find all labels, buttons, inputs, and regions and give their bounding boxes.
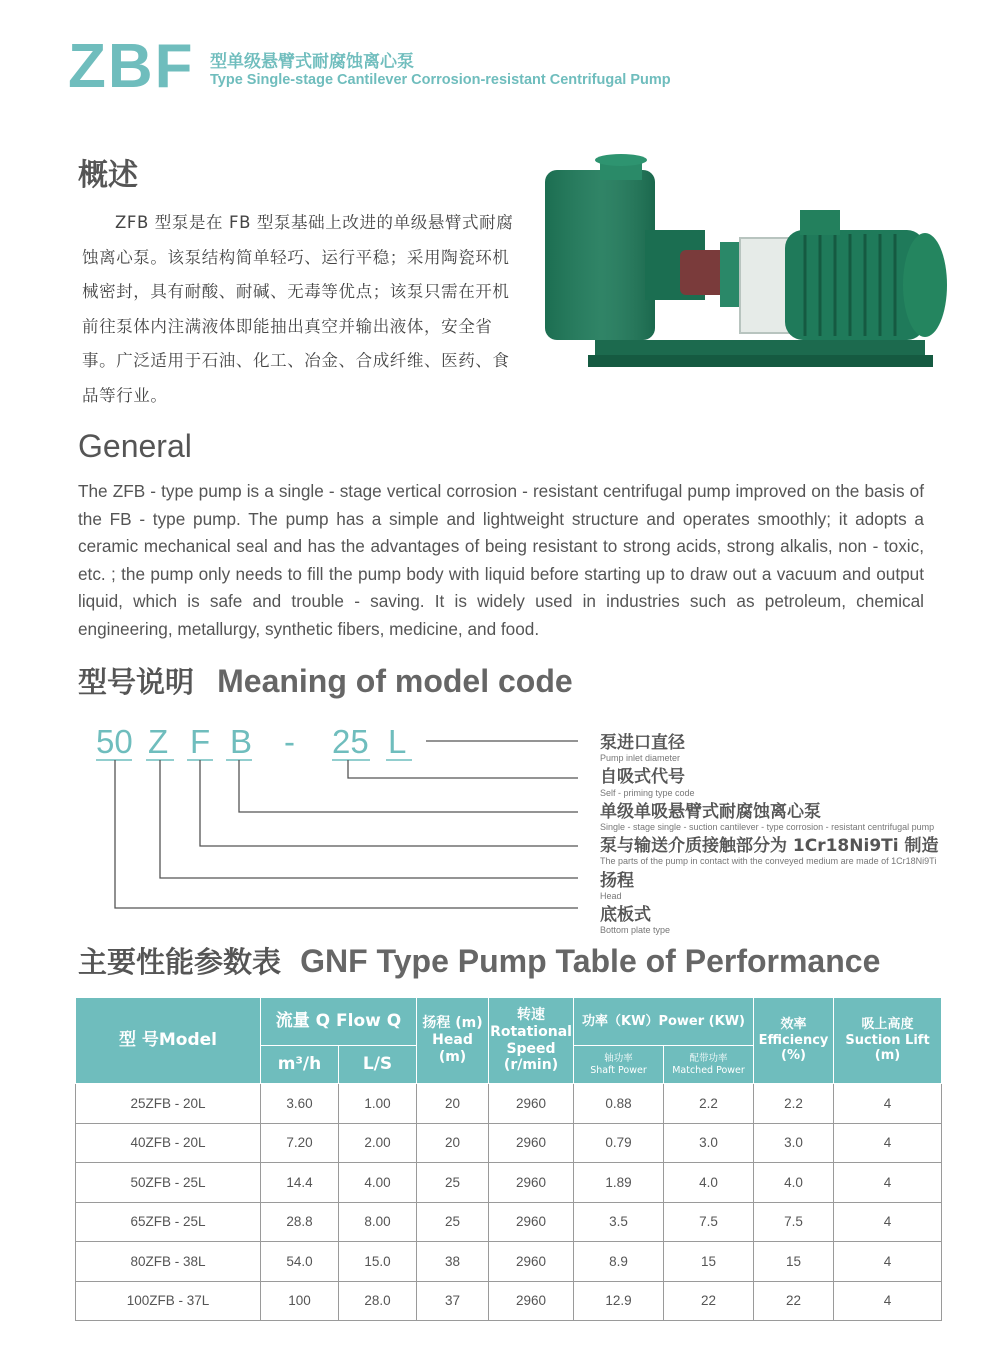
performance-table-body xyxy=(76,1084,942,1321)
cell-flow-ls: 1.00 xyxy=(339,1084,417,1124)
cell-speed: 2960 xyxy=(489,1281,574,1321)
cell-head: 37 xyxy=(417,1281,489,1321)
cell-efficiency: 2.2 xyxy=(754,1084,834,1124)
label-head: 扬程 xyxy=(600,871,634,891)
cell-head: 20 xyxy=(417,1123,489,1163)
cell-efficiency: 4.0 xyxy=(754,1163,834,1203)
model-code-heading-en: Meaning of model code xyxy=(217,663,573,699)
cell-matched-power: 15 xyxy=(664,1242,754,1282)
performance-heading-en: GNF Type Pump Table of Performance xyxy=(300,943,881,979)
code-part-dash: - xyxy=(284,723,295,760)
cell-matched-power: 7.5 xyxy=(664,1202,754,1242)
cell-flow-ls: 2.00 xyxy=(339,1123,417,1163)
cell-shaft-power: 0.88 xyxy=(574,1084,664,1124)
cell-head: 38 xyxy=(417,1242,489,1282)
cell-flow-ls: 28.0 xyxy=(339,1281,417,1321)
cell-flow-ls: 15.0 xyxy=(339,1242,417,1282)
pump-image xyxy=(540,150,950,385)
label-self-priming: 自吸式代号 xyxy=(600,767,685,787)
overview-text: ZFB 型泵是在 FB 型泵基础上改进的单级悬臂式耐腐蚀离心泵。该泵结构简单轻巧、运行平稳；采用陶瓷环机械密封，具有耐酸、耐碱、无毒等优点；该泵只需在开机前往泵体内注满液体即能抽出真空并输出液体，安全省事。广泛适用于石油、化工、冶金、合成纤维、医药、食品等行业。 xyxy=(82,213,514,405)
model-code-heading xyxy=(78,660,573,701)
cell-suction-lift: 4 xyxy=(834,1202,942,1242)
cell-flow-m3h: 100 xyxy=(261,1281,339,1321)
th-shaft-power-cn: 轴功率 xyxy=(604,1053,633,1065)
model-code-diagram xyxy=(0,715,1000,945)
th-matched-power-cn: 配带功率 xyxy=(689,1053,728,1065)
table-row xyxy=(76,1281,942,1321)
cell-suction-lift: 4 xyxy=(834,1281,942,1321)
th-shaft-power xyxy=(574,1046,664,1084)
th-model: 型 号Model xyxy=(76,998,261,1084)
th-head: 扬程 (m) Head (m) xyxy=(417,998,489,1084)
code-part-l: L xyxy=(388,723,407,760)
code-part-z: Z xyxy=(148,723,169,760)
cell-flow-ls: 8.00 xyxy=(339,1202,417,1242)
table-row xyxy=(76,1202,942,1242)
cell-model: 65ZFB - 25L xyxy=(76,1202,261,1242)
label-pump-type-en: Single - stage single - suction cantilever - type corrosion - resistant centrifugal pump xyxy=(600,822,935,832)
cell-suction-lift: 4 xyxy=(834,1084,942,1124)
cell-flow-m3h: 28.8 xyxy=(261,1202,339,1242)
th-power: 功率（KW）Power (KW) xyxy=(574,998,754,1046)
code-part-25: 25 xyxy=(332,723,369,760)
performance-table xyxy=(75,997,942,1321)
cell-suction-lift: 4 xyxy=(834,1123,942,1163)
label-material: 泵与输送介质接触部分为 1Cr18Ni9Ti 制造 xyxy=(600,836,939,856)
th-suction-lift: 吸上高度 Suction Lift (m) xyxy=(834,998,942,1084)
cell-model: 25ZFB - 20L xyxy=(76,1084,261,1124)
cell-head: 20 xyxy=(417,1084,489,1124)
cell-suction-lift: 4 xyxy=(834,1242,942,1282)
cell-suction-lift: 4 xyxy=(834,1163,942,1203)
cell-speed: 2960 xyxy=(489,1163,574,1203)
model-code-heading-cn: 型号说明 xyxy=(78,665,195,699)
cell-speed: 2960 xyxy=(489,1202,574,1242)
cell-model: 100ZFB - 37L xyxy=(76,1281,261,1321)
general-text: The ZFB - type pump is a single - stage vertical corrosion - resistant centrifugal pump improved on the basis of the FB - type pump. The pump has a simple and lightweight structure and operates smoothly; it adopts a ceramic mechanical seal and has the advantages of being resistant to strong acids, strong alkalis, non - toxic, etc. ; the pump only needs to fill the pump body with liquid before starting up to draw out a vacuum and output liquid, which is safe and trouble - saving. It is widely used in industries such as petroleum, chemical engineering, metallurgy, synthetic fibers, medicine, and food. xyxy=(78,481,924,639)
table-row xyxy=(76,1163,942,1203)
table-row xyxy=(76,1123,942,1163)
cell-flow-m3h: 7.20 xyxy=(261,1123,339,1163)
label-inlet-diameter-en: Pump inlet diameter xyxy=(600,753,681,763)
performance-heading-cn: 主要性能参数表 xyxy=(78,945,282,979)
performance-heading xyxy=(78,940,880,981)
code-part-b: B xyxy=(230,723,253,760)
cell-shaft-power: 1.89 xyxy=(574,1163,664,1203)
cell-speed: 2960 xyxy=(489,1242,574,1282)
cell-speed: 2960 xyxy=(489,1084,574,1124)
code-part-50: 50 xyxy=(96,723,133,760)
cell-matched-power: 22 xyxy=(664,1281,754,1321)
table-row xyxy=(76,1242,942,1282)
cell-speed: 2960 xyxy=(489,1123,574,1163)
label-self-priming-en: Self - priming type code xyxy=(600,788,695,798)
label-material-en: The parts of the pump in contact with the conveyed medium are made of 1Cr18Ni9Ti xyxy=(600,856,937,866)
label-pump-type: 单级单吸悬臂式耐腐蚀离心泵 xyxy=(600,802,821,822)
cell-efficiency: 15 xyxy=(754,1242,834,1282)
cell-flow-m3h: 54.0 xyxy=(261,1242,339,1282)
th-efficiency: 效率 Efficiency (%) xyxy=(754,998,834,1084)
cell-shaft-power: 8.9 xyxy=(574,1242,664,1282)
general-heading: General xyxy=(78,428,192,464)
cell-model: 50ZFB - 25L xyxy=(76,1163,261,1203)
th-speed: 转速 Rotational Speed (r/min) xyxy=(489,998,574,1084)
cell-model: 40ZFB - 20L xyxy=(76,1123,261,1163)
cell-efficiency: 7.5 xyxy=(754,1202,834,1242)
cell-shaft-power: 0.79 xyxy=(574,1123,664,1163)
label-bottom-plate: 底板式 xyxy=(600,905,651,925)
cell-head: 25 xyxy=(417,1202,489,1242)
cell-matched-power: 3.0 xyxy=(664,1123,754,1163)
th-matched-power-en: Matched Power xyxy=(672,1064,745,1076)
cell-head: 25 xyxy=(417,1163,489,1203)
overview-heading: 概述 xyxy=(78,158,138,193)
logo-zbf: ZBF xyxy=(68,32,195,101)
title-chinese: 型单级悬臂式耐腐蚀离心泵 xyxy=(210,52,414,72)
label-inlet-diameter: 泵进口直径 xyxy=(600,733,685,753)
table-row xyxy=(76,1084,942,1124)
th-shaft-power-en: Shaft Power xyxy=(590,1064,647,1076)
label-head-en: Head xyxy=(600,891,622,901)
th-matched-power xyxy=(664,1046,754,1084)
label-bottom-plate-en: Bottom plate type xyxy=(600,925,671,935)
cell-shaft-power: 3.5 xyxy=(574,1202,664,1242)
cell-efficiency: 22 xyxy=(754,1281,834,1321)
th-flow-ls: L/S xyxy=(339,1046,417,1084)
cell-matched-power: 4.0 xyxy=(664,1163,754,1203)
cell-efficiency: 3.0 xyxy=(754,1123,834,1163)
code-part-f: F xyxy=(190,723,211,760)
th-flow-m3h: m³/h xyxy=(261,1046,339,1084)
cell-matched-power: 2.2 xyxy=(664,1084,754,1124)
cell-shaft-power: 12.9 xyxy=(574,1281,664,1321)
cell-flow-m3h: 14.4 xyxy=(261,1163,339,1203)
title-english: Type Single-stage Cantilever Corrosion-resistant Centrifugal Pump xyxy=(210,72,671,88)
th-flow: 流量 Q Flow Q xyxy=(261,998,417,1046)
cell-model: 80ZFB - 38L xyxy=(76,1242,261,1282)
cell-flow-ls: 4.00 xyxy=(339,1163,417,1203)
cell-flow-m3h: 3.60 xyxy=(261,1084,339,1124)
